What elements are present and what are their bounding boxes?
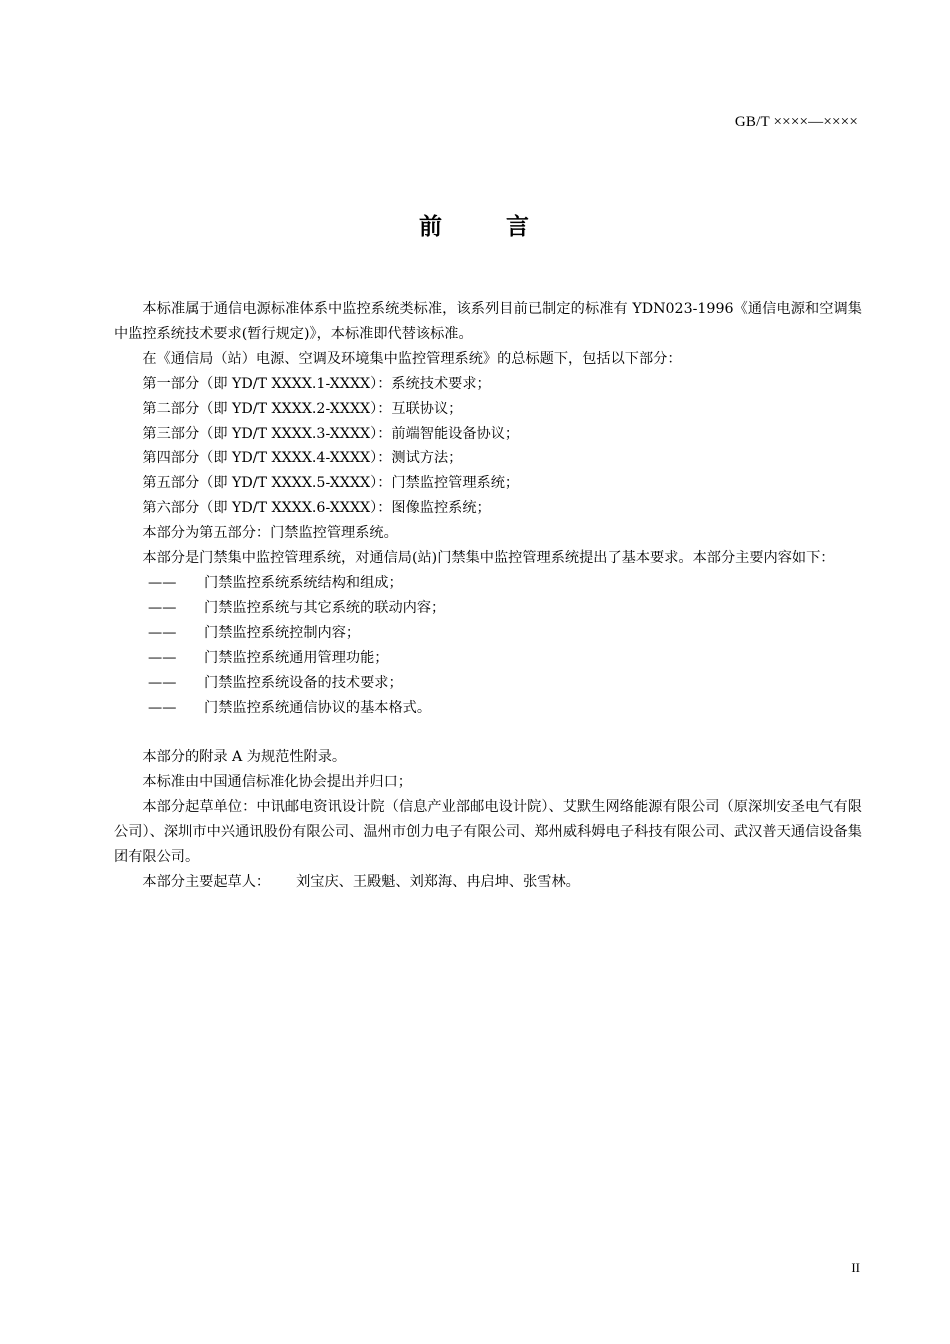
paragraph-drafting-units: 本部分起草单位：中讯邮电资讯设计院（信息产业部邮电设计院）、艾默生网络能源有限公司（原深圳安圣电气有限公司）、深圳市中兴通讯股份有限公司、温州市创力电子有限公司、郑州威科姆电子科技有限公司、武汉普天通信设备集团有限公司。 xyxy=(114,799,862,865)
paragraph-proposer: 本标准由中国通信标准化协会提出并归口； xyxy=(142,774,412,791)
dash-marker: —— xyxy=(148,699,177,716)
title-char-2: 言 xyxy=(506,214,531,240)
part-list-item: 第五部分（即 YD/T XXXX.5-XXXX）：门禁监控管理系统； xyxy=(142,475,520,492)
dash-marker: —— xyxy=(148,649,177,666)
content-item-text: 门禁监控系统与其它系统的联动内容； xyxy=(204,599,446,616)
part-list-item: 第四部分（即 YD/T XXXX.4-XXXX）：测试方法； xyxy=(142,450,463,467)
paragraph-general-title: 在《通信局（站）电源、空调及环境集中监控管理系统》的总标题下，包括以下部分： xyxy=(142,350,682,367)
dash-marker: —— xyxy=(148,674,177,691)
part-list-item: 第一部分（即 YD/T XXXX.1-XXXX）：系统技术要求； xyxy=(142,375,491,392)
paragraph-series-intro: 本标准属于通信电源标准体系中监控系统类标准，该系列目前已制定的标准有 YDN023-1996《通信电源和空调集中监控系统技术要求(暂行规定)》，本标准即代替该标准。 xyxy=(114,301,862,342)
dash-marker: —— xyxy=(148,624,177,641)
content-item-text: 门禁监控系统设备的技术要求； xyxy=(204,674,403,691)
content-item-text: 门禁监控系统通用管理功能； xyxy=(204,649,389,666)
title-char-1: 前 xyxy=(419,214,444,240)
page-number: II xyxy=(851,1260,860,1275)
dash-marker: —— xyxy=(148,574,177,591)
content-list-item xyxy=(114,671,862,696)
content-item-text: 门禁监控系统系统结构和组成； xyxy=(204,574,403,591)
part-list-item: 第六部分（即 YD/T XXXX.6-XXXX）：图像监控系统； xyxy=(142,500,491,517)
blank-line xyxy=(114,720,862,745)
content-item-text: 门禁监控系统通信协议的基本格式。 xyxy=(204,699,432,716)
content-list-item xyxy=(114,696,862,721)
page-title xyxy=(0,208,950,241)
content-list-item xyxy=(114,646,862,671)
content-list-item xyxy=(114,596,862,621)
drafters-label: 本部分主要起草人： xyxy=(142,873,271,890)
part-list-item: 第二部分（即 YD/T XXXX.2-XXXX）：互联协议； xyxy=(142,400,463,417)
paragraph-scope: 本部分是门禁集中监控管理系统，对通信局(站)门禁集中监控管理系统提出了基本要求。本部分主要内容如下： xyxy=(142,550,835,567)
drafters-names: 刘宝庆、王殿魁、刘郑海、冉启坤、张雪林。 xyxy=(296,873,580,890)
content-list-item xyxy=(114,621,862,646)
dash-marker: —— xyxy=(148,599,177,616)
standard-number-header: GB/T ××××—×××× xyxy=(734,114,858,130)
part-list-item: 第三部分（即 YD/T XXXX.3-XXXX）：前端智能设备协议； xyxy=(142,425,520,442)
foreword-content xyxy=(114,297,862,895)
paragraph-drafters xyxy=(114,870,862,895)
paragraph-this-part: 本部分为第五部分：门禁监控管理系统。 xyxy=(142,525,398,542)
paragraph-appendix: 本部分的附录 A 为规范性附录。 xyxy=(142,749,347,766)
content-item-text: 门禁监控系统控制内容； xyxy=(204,624,361,641)
content-list-item xyxy=(114,571,862,596)
